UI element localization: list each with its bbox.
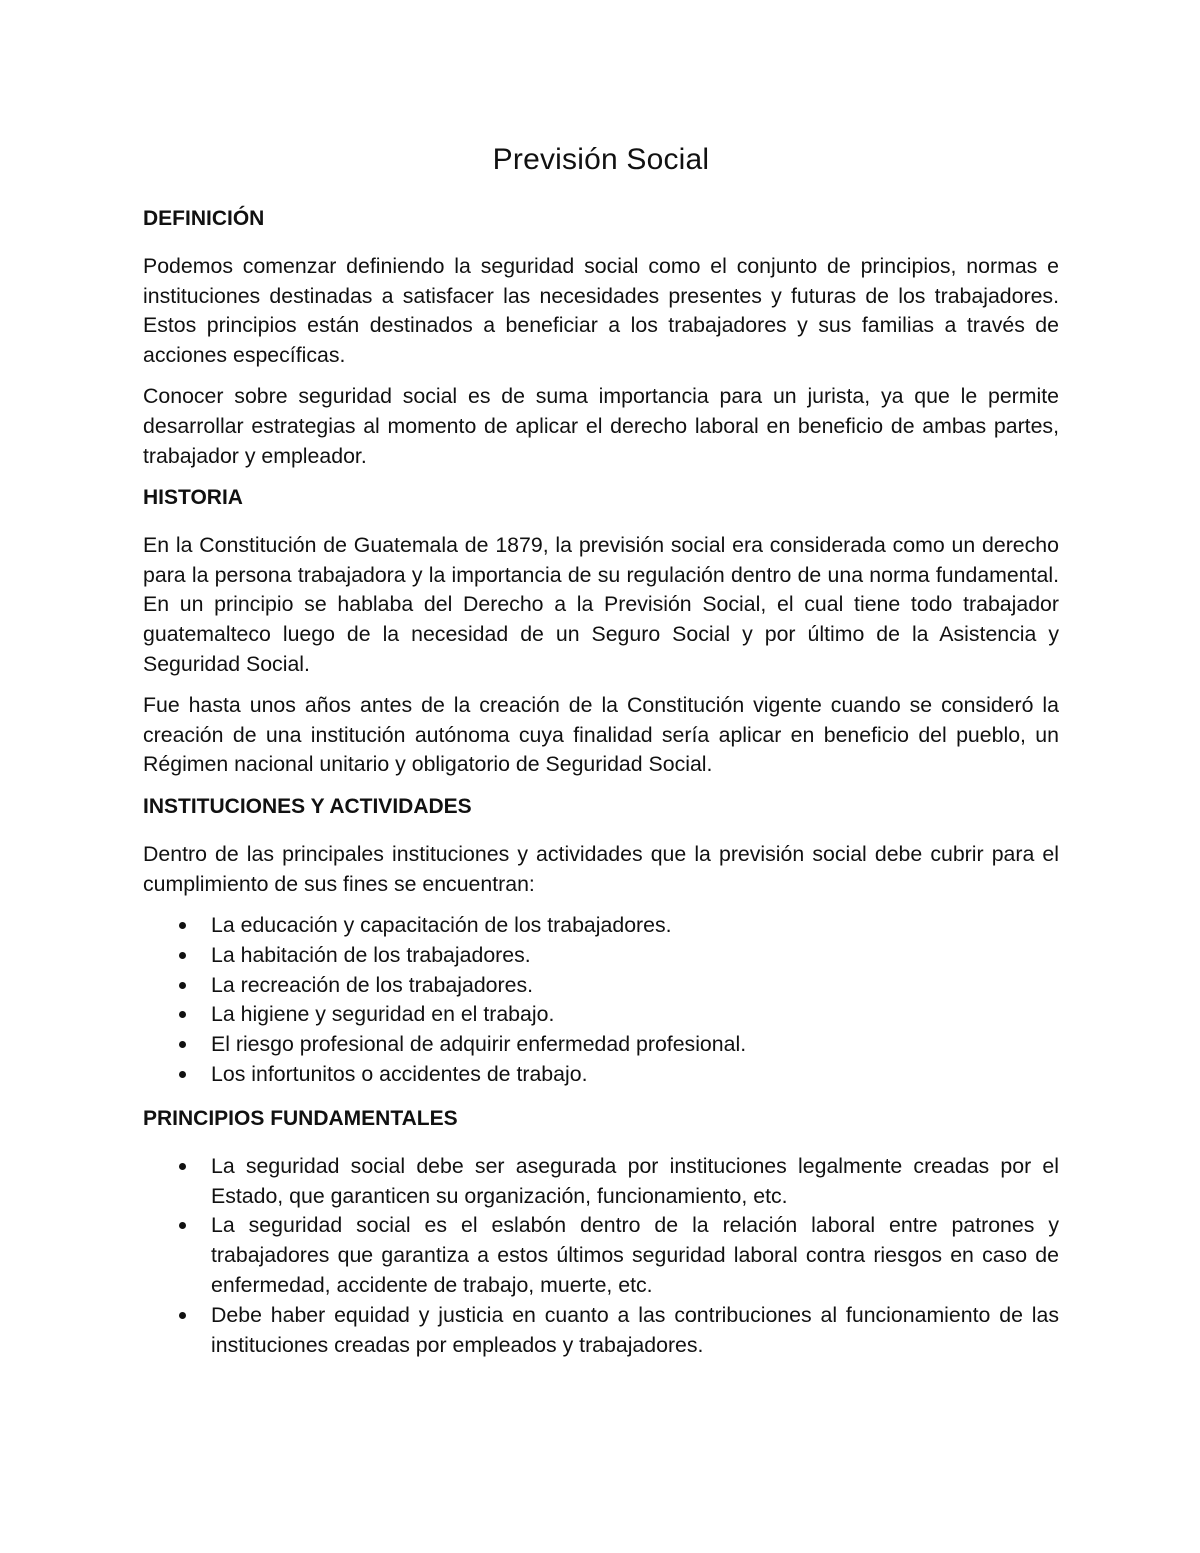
list-item <box>143 1000 1059 1030</box>
section-heading: PRINCIPIOS FUNDAMENTALES <box>143 1106 458 1130</box>
bullet-list <box>143 1152 1059 1361</box>
list-item-text: La seguridad social es el eslabón dentro de la relación laboral entre patrones y trabajadores que garantiza a estos últimos seguridad laboral contra riesgos en caso de enfermedad, accidente de trabajo, muerte, etc. <box>211 1213 1059 1298</box>
list-item <box>143 1301 1059 1361</box>
list-item <box>143 941 1059 971</box>
bullet-icon <box>179 1163 186 1170</box>
section-heading: HISTORIA <box>143 486 243 510</box>
section-heading: INSTITUCIONES Y ACTIVIDADES <box>143 794 472 818</box>
list-item <box>143 911 1059 941</box>
list-item-text: La educación y capacitación de los trabajadores. <box>211 913 672 938</box>
bullet-icon <box>179 1071 186 1078</box>
section-instituciones-actividades <box>143 794 1059 1090</box>
page-title: Previsión Social <box>492 143 710 176</box>
paragraph: En la Constitución de Guatemala de 1879, la previsión social era considerada como un derecho para la persona trabajadora y la importancia de su regulación dentro de una norma fundamental. En un principio se hablaba del Derecho a la Previsión Social, el cual tiene todo trabajador guatemalteco luego de la necesidad de un Seguro Social y por último de la Asistencia y Seguridad Social. <box>143 533 1059 676</box>
document-page <box>143 140 1059 1376</box>
bullet-list <box>143 911 1059 1090</box>
list-item <box>143 1060 1059 1090</box>
list-item-text: El riesgo profesional de adquirir enfermedad profesional. <box>211 1032 747 1057</box>
bullet-icon <box>179 982 186 989</box>
paragraph: Podemos comenzar definiendo la seguridad social como el conjunto de principios, normas e instituciones destinadas a satisfacer las necesidades presentes y futuras de los trabajadores. Estos principios están destinados a beneficiar a los trabajadores y sus familias a través de acciones específicas. <box>143 254 1059 367</box>
list-item <box>143 1030 1059 1060</box>
list-item-text: La seguridad social debe ser asegurada por instituciones legalmente creadas por el Estado, que garanticen su organización, funcionamiento, etc. <box>211 1153 1059 1208</box>
list-item-text: La recreación de los trabajadores. <box>211 972 534 997</box>
bullet-icon <box>179 1222 186 1229</box>
bullet-icon <box>179 952 186 959</box>
section-historia <box>143 485 1059 780</box>
section-heading: DEFINICIÓN <box>143 207 265 230</box>
bullet-icon <box>179 1312 186 1319</box>
list-item-text: La higiene y seguridad en el trabajo. <box>211 1002 555 1027</box>
section-definicion <box>143 206 1059 471</box>
list-item-text: Debe haber equidad y justicia en cuanto a las contribuciones al funcionamiento de las instituciones creadas por empleados y trabajadores. <box>211 1302 1059 1357</box>
list-item <box>143 971 1059 1001</box>
list-item <box>143 1152 1059 1212</box>
section-principios-fundamentales <box>143 1106 1059 1361</box>
paragraph: Fue hasta unos años antes de la creación de la Constitución vigente cuando se consideró la creación de una institución autónoma cuya finalidad sería aplicar en beneficio del pueblo, un Régimen nacional unitario y obligatorio de Seguridad Social. <box>143 693 1059 777</box>
bullet-icon <box>179 1041 186 1048</box>
bullet-icon <box>179 1011 186 1018</box>
list-item-text: Los infortunitos o accidentes de trabajo. <box>211 1062 588 1087</box>
paragraph: Dentro de las principales instituciones y actividades que la previsión social debe cubrir para el cumplimiento de sus fines se encuentran: <box>143 841 1059 896</box>
list-item <box>143 1211 1059 1300</box>
paragraph: Conocer sobre seguridad social es de suma importancia para un jurista, ya que le permite desarrollar estrategias al momento de aplicar el derecho laboral en beneficio de ambas partes, trabajador y empleador. <box>143 384 1059 468</box>
bullet-icon <box>179 922 186 929</box>
list-item-text: La habitación de los trabajadores. <box>211 942 531 967</box>
